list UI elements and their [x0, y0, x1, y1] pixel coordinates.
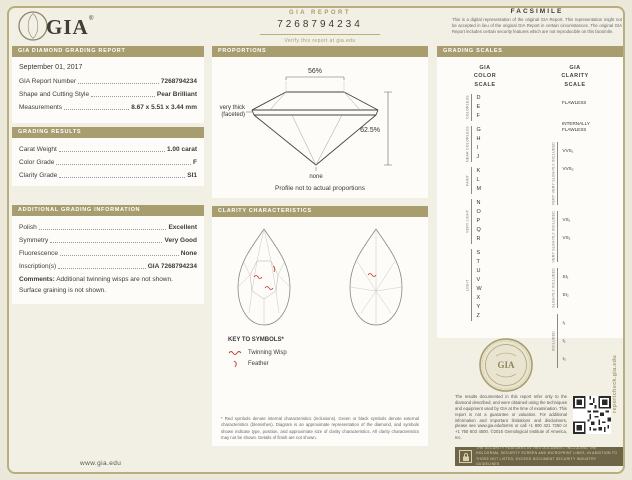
clarity-grade: SI₁ [562, 274, 569, 280]
result-row: Carat Weight 1.00 carat [19, 146, 197, 153]
color-grade: I [476, 144, 479, 151]
color-grade: K [476, 167, 481, 174]
depth-percent-label: 62.5% [360, 127, 380, 134]
color-grade: G [476, 126, 481, 133]
color-grade: Z [476, 312, 480, 319]
color-grade: T [476, 258, 480, 265]
dotted-leader [78, 83, 159, 84]
color-grade: H [476, 135, 481, 142]
clarity-grade: VS₂ [562, 235, 571, 240]
clarity-plots [212, 217, 428, 329]
section-header-proportions: PROPORTIONS [212, 46, 428, 57]
clarity-grade: VVS₁ [562, 147, 574, 153]
dotted-leader [59, 177, 185, 178]
info-row: Fluorescence None [19, 250, 197, 257]
proportions-note: Profile not to actual proportions [275, 185, 365, 192]
verify-link: Verify this report at gia.edu [284, 38, 356, 44]
color-grade: Y [476, 303, 481, 310]
additional-info-panel [12, 216, 204, 304]
header-divider [260, 34, 380, 35]
report-row: Measurements 8.67 x 5.51 x 3.44 mm [19, 104, 197, 111]
registered-mark: ® [89, 16, 94, 22]
color-grade: J [476, 153, 480, 160]
gia-logo-graphic [16, 8, 96, 44]
color-grade: L [476, 176, 480, 183]
dotted-leader [59, 151, 165, 152]
info-row: Symmetry Very Good [19, 237, 197, 244]
report-number: 7268794234 [277, 19, 363, 30]
color-scale [443, 64, 527, 338]
report-row: Shape and Cutting Style Pear Brilliant [19, 91, 197, 98]
qr-code [573, 396, 611, 439]
key-title: KEY TO SYMBOLS* [228, 337, 284, 343]
report-rows [19, 74, 197, 113]
info-row: Inscription(s) GIA 7268794234 [19, 263, 197, 270]
grading-results-panel [12, 138, 204, 186]
table-percent-label: 56% [307, 68, 323, 75]
security-bar [455, 447, 623, 466]
color-scale-groups [464, 94, 507, 326]
color-grade: F [476, 112, 480, 119]
qr-code-graphic [573, 396, 611, 434]
comments-label: Comments: [19, 276, 55, 283]
clarity-scale-group: VERY SLIGHTLY INCLUDED VS₁ VS₂ [550, 211, 601, 262]
color-grade: X [476, 294, 481, 301]
color-scale-group: COLORLESS D E F [464, 94, 507, 121]
color-grade: P [476, 217, 481, 224]
section-header-additional-info: ADDITIONAL GRADING INFORMATION [12, 205, 204, 216]
lock-box [459, 450, 472, 463]
color-grade: R [476, 235, 481, 242]
facsimile-title: FACSIMILE [510, 8, 564, 15]
lock-icon [462, 452, 470, 462]
color-scale-group: LIGHT S T U V W X Y Z [464, 249, 507, 321]
dotted-leader [56, 164, 191, 165]
color-grade: M [476, 185, 482, 192]
clarity-scale-groups [550, 94, 601, 374]
clarity-scale [533, 64, 617, 362]
clarity-scale-group: VERY VERY SLIGHTLY INCLUDED VVS₁ VVS₂ [550, 142, 601, 205]
grading-scales-panel [437, 57, 623, 362]
color-grade: D [476, 94, 481, 101]
color-scale-heading: GIA COLOR SCALE [473, 65, 497, 88]
dotted-leader [39, 229, 167, 230]
report-header [226, 10, 414, 44]
color-scale-group: VERY LIGHT N O P Q R [464, 199, 507, 244]
dotted-leader [60, 255, 179, 256]
clarity-panel [212, 217, 428, 446]
section-header-grading-report: GIA DIAMOND GRADING REPORT [12, 46, 204, 57]
comments-block [19, 274, 197, 296]
feather-icon [228, 360, 244, 368]
color-grade: E [476, 103, 481, 110]
security-statement: THE SECURITY FEATURES IN THIS DOCUMENT, INCLUDING THE HOLOGRAM, SECURITY SCREEN AND MICROPRINT LINES, IN ADDITION TO THOSE NOT LISTED, EXCEED DOCUMENT SECURITY INDUSTRY GUIDELINES [476, 446, 618, 466]
dotted-leader [64, 109, 129, 110]
gia-seal-graphic [478, 337, 534, 393]
logo-text: GIA [46, 15, 89, 39]
clarity-scale-group [550, 94, 601, 112]
diamond-plot-pavilion [333, 225, 419, 329]
seal-text: GIA [497, 360, 515, 370]
clarity-grade: SI₂ [562, 292, 569, 298]
facsimile-notice [452, 8, 622, 36]
dotted-leader [91, 96, 155, 97]
color-grade: U [476, 267, 481, 274]
additional-info-rows [19, 220, 197, 272]
clarity-grade: VS₁ [562, 217, 571, 222]
grading-report-panel [12, 57, 204, 123]
diamond-plot-crown [221, 225, 307, 329]
report-date: September 01, 2017 [19, 64, 83, 71]
symbol-name-feather: Feather [248, 360, 269, 367]
color-grade: V [476, 276, 481, 283]
color-grade: N [476, 199, 481, 206]
clarity-scale-group: INCLUDED I₁ I₂ I₃ [550, 314, 601, 368]
grading-results-rows [19, 142, 197, 181]
result-row: Color Grade F [19, 159, 197, 166]
section-header-grading-scales: GRADING SCALES [437, 46, 623, 57]
color-grade: O [476, 208, 481, 215]
clarity-grade: VVS₂ [562, 165, 574, 171]
dotted-leader [58, 268, 146, 269]
girdle-label-line2: (faceted) [221, 112, 245, 118]
facsimile-body: This is a digital representation of the original GIA Report. This representation might not be accepted in lieu of the original GIA Report in certain circumstances. The original GIA Report includes certain security features which are not reproducible on this facsimile. [452, 17, 622, 35]
key-row-twinning-wisp [228, 347, 428, 358]
proportions-panel [212, 57, 428, 198]
clarity-scale-group [550, 118, 601, 136]
clarity-grade: I₂ [562, 338, 566, 344]
gia-logo [16, 8, 96, 49]
info-row: Polish Excellent [19, 224, 197, 231]
comments-line-1: Additional twinning wisps are not shown. [56, 276, 173, 283]
girdle-label-line1: very thick [219, 105, 245, 111]
key-to-symbols [228, 337, 428, 369]
clarity-grade: FLAWLESS [562, 99, 587, 105]
result-row: Clarity Grade SI1 [19, 172, 197, 179]
website-footer: www.gia.edu [80, 460, 122, 467]
color-grade: S [476, 249, 481, 256]
clarity-grade: INTERNALLY FLAWLESS [562, 121, 590, 132]
reportcheck-link: reportcheck.gia.edu [612, 355, 618, 413]
proportions-diagram [212, 61, 428, 179]
key-row-feather [228, 358, 428, 369]
symbol-name-twinning-wisp: Twinning Wisp [248, 349, 287, 356]
clarity-scale-group: SLIGHTLY INCLUDED SI₁ SI₂ [550, 268, 601, 308]
color-scale-group: FAINT K L M [464, 167, 507, 194]
report-row: GIA Report Number 7268794234 [19, 78, 197, 85]
clarity-scale-heading: GIA CLARITY SCALE [561, 65, 589, 88]
gia-seal [478, 337, 534, 398]
color-grade: W [476, 285, 482, 292]
twinning-wisp-icon [228, 349, 244, 357]
clarity-grade: I₁ [562, 320, 566, 326]
report-label: GIA REPORT [288, 10, 352, 16]
legal-text: The results documented in this report refer only to the diamond described, and were obtained using the techniques and equipment used by GIA at the time of examination. This report is not a guarantee or valuation. For additional information and important limitations and disclaimers, please see www.gia.edu/terms or call +1 800 421 7250 or +1 760 603 4500. ©2016 Gemological Institute of America, Inc. [455, 394, 567, 441]
color-scale-group: NEAR COLORLESS G H I J [464, 126, 507, 162]
clarity-footnote: * Red symbols denote internal characteristics (inclusions). Green or black symbols denote external characteristics (blemishes). Diagram is an approximate representation of the diamond, and symbols shown indicate type, position, and approximate size of clarity characteristics. All clarity characteristics may not be shown. Details of finish are not shown. [221, 416, 419, 440]
color-grade: Q [476, 226, 481, 233]
dotted-leader [50, 242, 162, 243]
section-header-grading-results: GRADING RESULTS [12, 127, 204, 138]
comments-line-2: Surface graining is not shown. [19, 287, 107, 294]
clarity-grade: I₃ [562, 356, 566, 362]
culet-label: none [309, 174, 323, 179]
section-header-clarity: CLARITY CHARACTERISTICS [212, 206, 428, 217]
